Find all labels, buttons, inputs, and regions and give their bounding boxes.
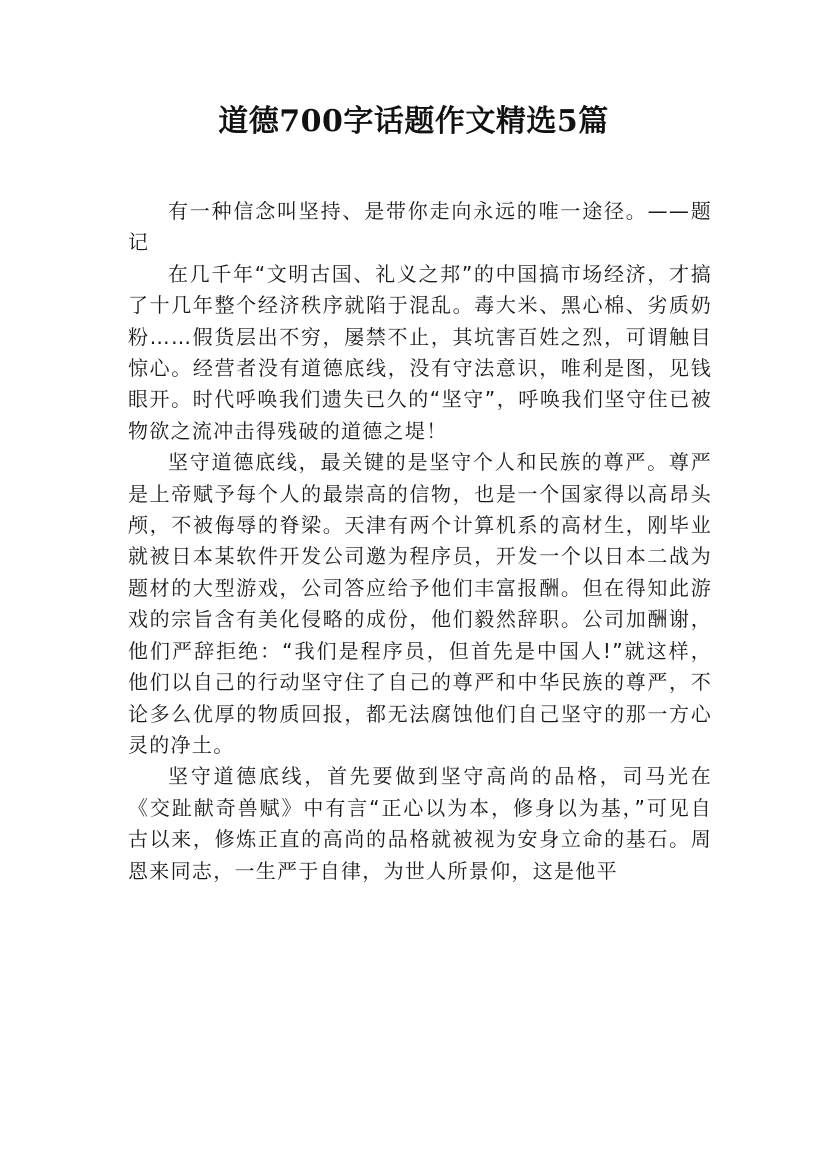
document-body xyxy=(128,196,712,887)
epigraph-paragraph: 有一种信念叫坚持、是带你走向永远的唯一途径。——题记 xyxy=(128,199,712,255)
body-paragraph: 在几千年“文明古国、礼义之邦”的中国搞市场经济，才搞了十几年整个经济秩序就陷于混乱。毒大米、黑心棉、劣质奶粉……假货层出不穷，屡禁不止，其坑害百姓之烈，可谓触目惊心。经营者没有道德底线，没有守法意识，唯利是图，见钱眼开。时代呼唤我们遗失已久的“坚守”，呼唤我们坚守住已被物欲之流冲击得残破的道德之堤！ xyxy=(128,261,712,443)
document-title: 道德700字话题作文精选5篇 xyxy=(218,104,609,139)
body-paragraph: 坚守道德底线，最关键的是坚守个人和民族的尊严。尊严是上帝赋予每个人的最崇高的信物，也是一个国家得以高昂头颅，不被侮辱的脊梁。天津有两个计算机系的高材生，刚毕业就被日本某软件开发公司邀为程序员，开发一个以日本二战为题材的大型游戏，公司答应给予他们丰富报酬。但在得知此游戏的宗旨含有美化侵略的成份，他们毅然辞职。公司加酬谢，他们严辞拒绝：“我们是程序员，但首先是中国人!”就这样，他们以自己的行动坚守住了自己的尊严和中华民族的尊严，不论多么优厚的物质回报，都无法腐蚀他们自己坚守的那一方心灵的净土。 xyxy=(128,450,712,757)
body-paragraph: 坚守道德底线，首先要做到坚守高尚的品格，司马光在《交趾献奇兽赋》中有言“正心以为本，修身以为基，”可见自古以来，修炼正直的高尚的品格就被视为安身立命的基石。周恩来同志，一生严于自律，为世人所景仰，这是他平 xyxy=(128,764,712,883)
